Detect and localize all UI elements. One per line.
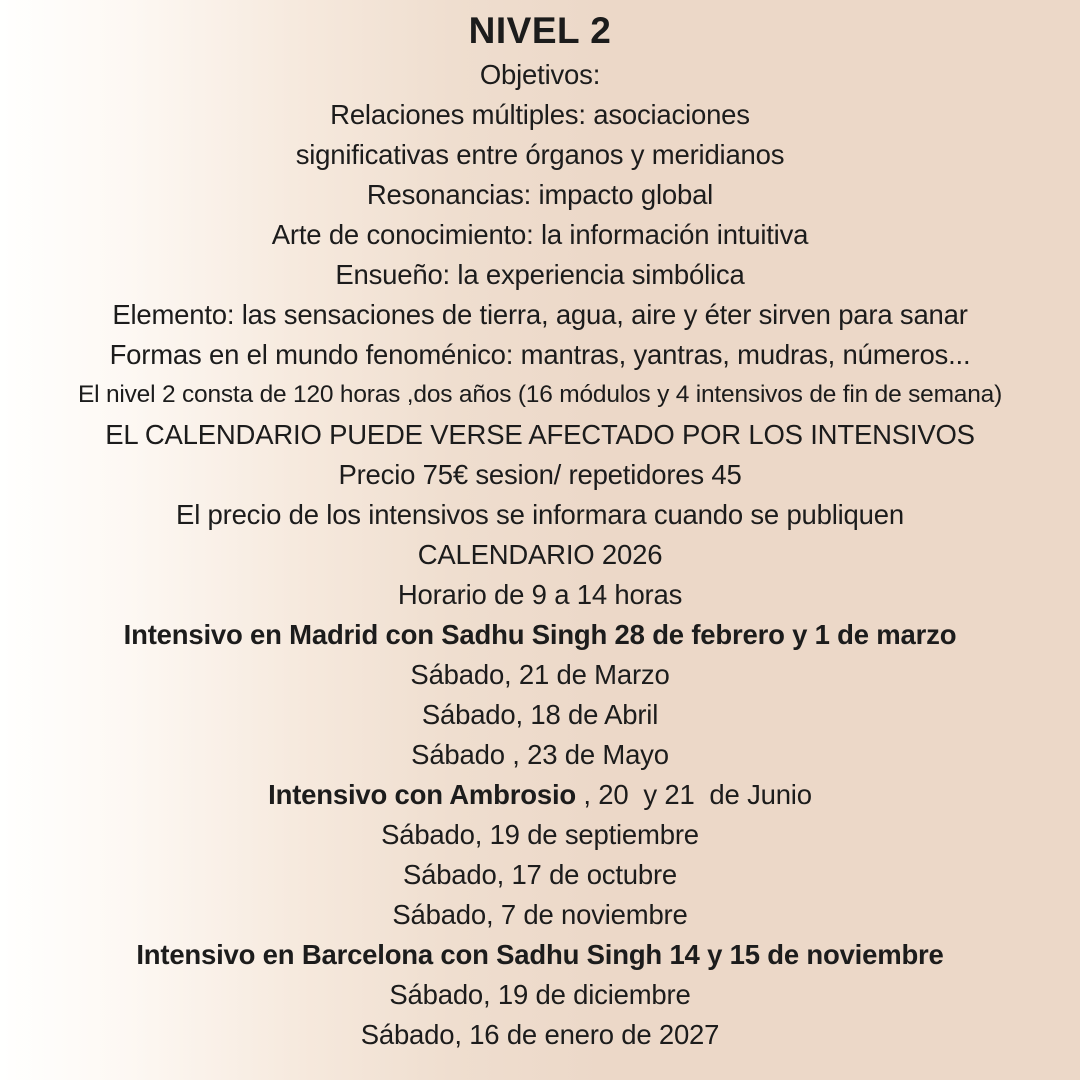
price-line: Precio 75€ sesion/ repetidores 45 <box>338 459 742 490</box>
page-title: NIVEL 2 <box>468 10 612 51</box>
madrid-intensive-line: Intensivo en Madrid con Sadhu Singh 28 de febrero y 1 de marzo <box>123 619 957 650</box>
date-line: Sábado, 19 de diciembre <box>389 979 691 1010</box>
objective-line: Resonancias: impacto global <box>366 179 714 210</box>
calendar-notice: EL CALENDARIO PUEDE VERSE AFECTADO POR LOS INTENSIVOS <box>105 419 975 450</box>
barcelona-intensive-line: Intensivo en Barcelona con Sadhu Singh 14 y 15 de noviembre <box>136 939 944 970</box>
objectives-heading: Objetivos: <box>479 59 601 90</box>
calendar-hours: Horario de 9 a 14 horas <box>397 579 683 610</box>
objective-line: Arte de conocimiento: la información intuitiva <box>271 219 809 250</box>
objective-line: Formas en el mundo fenoménico: mantras, yantras, mudras, números... <box>109 339 971 370</box>
objective-line: Elemento: las sensaciones de tierra, agua, aire y éter sirven para sanar <box>112 299 968 330</box>
june-intensive-dates: , 20 y 21 de Junio <box>575 779 812 810</box>
date-line: Sábado, 21 de Marzo <box>410 659 670 690</box>
date-line: Sábado, 19 de septiembre <box>381 819 699 850</box>
objective-line: Relaciones múltiples: asociaciones <box>330 99 750 130</box>
objective-line: Ensueño: la experiencia simbólica <box>335 259 745 290</box>
calendar-heading: CALENDARIO 2026 <box>417 539 663 570</box>
date-line: Sábado, 17 de octubre <box>402 859 678 890</box>
june-intensive-line <box>268 775 812 815</box>
course-duration: El nivel 2 consta de 120 horas ,dos años (16 módulos y 4 intensivos de fin de semana) <box>77 381 1003 408</box>
june-intensive-name: Intensivo con Ambrosio <box>268 779 576 810</box>
intensives-price-note: El precio de los intensivos se informara cuando se publiquen <box>176 499 904 530</box>
date-line: Sábado, 18 de Abril <box>421 699 659 730</box>
date-line: Sábado, 7 de noviembre <box>392 899 688 930</box>
objective-line: significativas entre órganos y meridianos <box>295 139 785 170</box>
date-line: Sábado, 16 de enero de 2027 <box>360 1019 720 1050</box>
date-line: Sábado , 23 de Mayo <box>411 739 669 770</box>
